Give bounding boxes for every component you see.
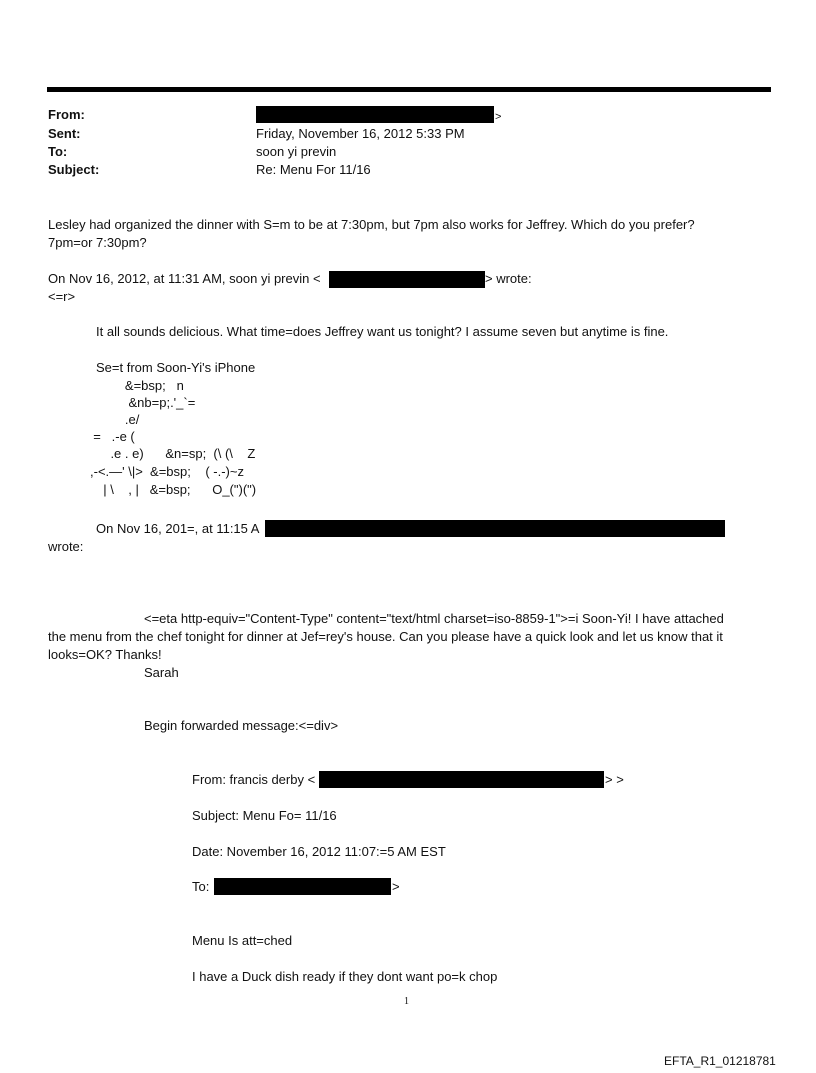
redaction-from [256, 106, 494, 123]
quote1-text: It all sounds delicious. What time=does Jeffrey want us tonight? I assume seven but anytime is fine. [96, 324, 669, 339]
quote2-header: On Nov 16, 201=, at 11:15 A [96, 521, 260, 536]
redaction-fwd-to [214, 878, 391, 895]
fwd-to-label: To: [192, 879, 210, 894]
subject-label: Subject: [48, 162, 100, 177]
sent-label: Sent: [48, 126, 81, 141]
quote1-header-start: On Nov 16, 2012, at 11:31 AM, soon yi previn < [48, 271, 321, 286]
quote1-header-end: > wrote: [485, 271, 532, 286]
fwd-from-end: > > [605, 772, 624, 787]
from-tail: > [495, 111, 502, 123]
from-label: From: [48, 107, 85, 122]
meta-signature: Sarah [144, 665, 179, 680]
reply-line-2: 7pm=or 7:30pm? [48, 235, 147, 250]
redaction-fwd-from [319, 771, 604, 788]
quote2-wrote: wrote: [48, 539, 84, 554]
meta-line-1: <=eta http-equiv="Content-Type" content="text/html charset=iso-8859-1">=i Soon-Yi! I have attached [144, 611, 724, 626]
to-label: To: [48, 144, 68, 159]
ascii-art-line-7: | \ , | &=bsp; O_(")(") [96, 482, 257, 497]
fwd-from-start: From: francis derby < [192, 772, 316, 787]
sent-value: Friday, November 16, 2012 5:33 PM [256, 126, 465, 141]
reply-line-1: Lesley had organized the dinner with S=m to be at 7:30pm, but 7pm also works for Jeffrey. Which do you prefer? [48, 217, 695, 232]
header-rule [47, 87, 771, 92]
ascii-art-line-5: .e . e) &n=sp; (\ (\ Z [96, 446, 256, 461]
fwd-to-end: > [392, 879, 400, 894]
ascii-art-line-3: .e/ [96, 412, 140, 427]
document-id-footer: EFTA_R1_01218781 [664, 1054, 776, 1068]
redaction-quote1-email [329, 271, 485, 288]
meta-line-2: the menu from the chef tonight for dinner at Jef=rey's house. Can you please have a quick look and let us know that it [48, 629, 723, 644]
signature-line: Se=t from Soon-Yi's iPhone [96, 360, 256, 375]
subject-value: Re: Menu For 11/16 [256, 162, 371, 177]
redaction-quote2-sender [265, 520, 725, 537]
fwd-subject: Subject: Menu Fo= 11/16 [192, 808, 337, 823]
meta-line-3: looks=OK? Thanks! [48, 647, 162, 662]
fwd-duck-line: I have a Duck dish ready if they dont want po=k chop [192, 969, 498, 984]
ascii-art-line-6: ,-<.—' \|> &=bsp; ( -.-)~z [90, 464, 244, 479]
quote1-tag: <=r> [48, 289, 76, 304]
ascii-art-line-4: = .-e ( [86, 429, 135, 444]
forwarded-message-line: Begin forwarded message:<=div> [144, 718, 339, 733]
ascii-art-line-2: &nb=p;.'_`= [96, 395, 196, 410]
to-value: soon yi previn [256, 144, 337, 159]
ascii-art-line-1: &=bsp; n [96, 378, 184, 393]
fwd-date: Date: November 16, 2012 11:07:=5 AM EST [192, 844, 446, 859]
page-number: 1 [404, 996, 409, 1007]
fwd-attached-line: Menu Is att=ched [192, 933, 293, 948]
